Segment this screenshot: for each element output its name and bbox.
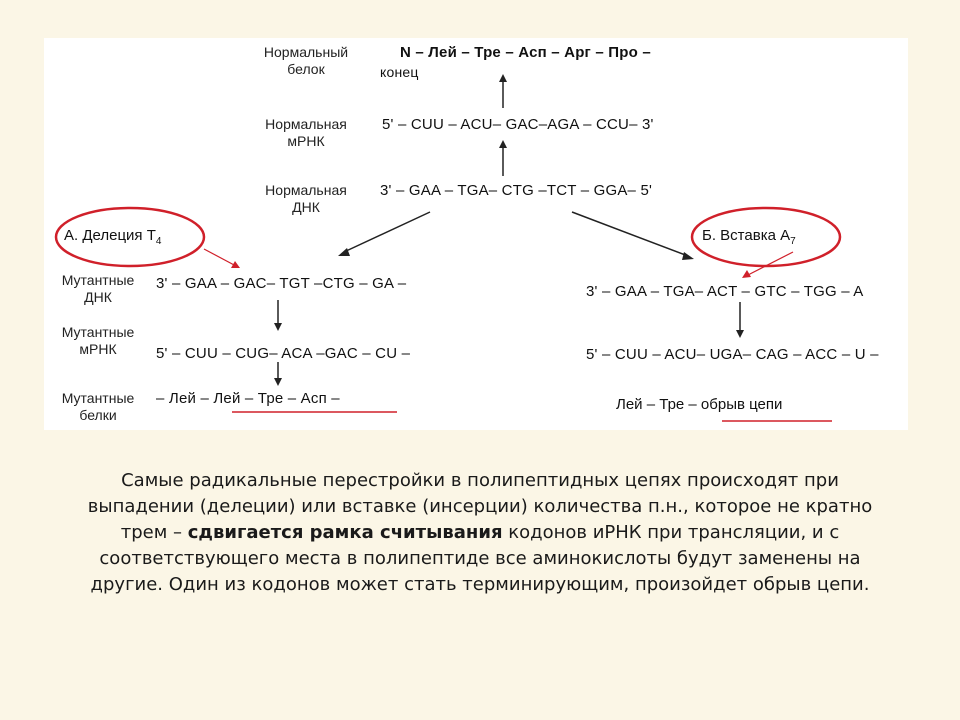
normal-protein-sequence: N – Лей – Тре – Асп – Арг – Про – [400,44,651,61]
caption-line-2: выпадении (делеции) или вставке (инсерции) количества п.н., которое не кратно [87,496,873,517]
label-line: Мутантные [61,324,135,340]
caption-line-3 [80,520,880,546]
deletion-dna-sequence: 3' – GAA – GAC– TGT –CTG – GA – [156,275,407,292]
mutant-mrna-label [46,324,150,358]
deletion-label [64,227,161,247]
arrow-to-deletion [344,212,430,252]
mutant-protein-label [46,390,150,424]
arrow-to-insertion [572,212,688,256]
caption-line-3-end: кодонов иРНК при трансляции, и с [502,522,840,543]
label-line: Мутантные [61,272,135,288]
deletion-mrna-sequence: 5' – CUU – CUG– ACA –GAC – CU – [156,345,411,362]
label-line: белок [287,61,325,77]
label-line: Мутантные [61,390,135,406]
normal-dna-sequence: 3' – GAA – TGA– CTG –TCT – GGA– 5' [380,182,653,199]
label-line: мРНК [287,133,325,149]
insertion-result-text: Лей – Тре – обрыв цепи [616,396,783,413]
normal-mrna-label [246,116,366,150]
deletion-label-text: А. Делеция T [64,227,156,244]
label-line: Нормальная [265,182,347,198]
insertion-mrna-sequence: 5' – CUU – ACU– UGA– CAG – ACC – U – [586,346,879,363]
insertion-label [702,227,796,247]
caption-line-3-start: трем – [120,522,188,543]
n-end-label: конец [380,64,419,80]
insertion-dna-sequence: 3' – GAA – TGA– ACT – GTC – TGG – A [586,283,864,300]
arrowhead [338,248,350,256]
label-line: мРНК [79,341,117,357]
arrowhead [736,330,744,338]
arrowhead [274,378,282,386]
arrowhead [274,323,282,331]
caption-text [80,468,880,598]
insertion-subscript: 7 [790,236,796,247]
label-line: ДНК [292,199,320,215]
normal-protein-label [246,44,366,78]
insertion-label-text: Б. Вставка А [702,227,791,244]
mutant-dna-label [46,272,150,306]
caption-bold-phrase: сдвигается рамка считывания [187,522,503,543]
normal-mrna-sequence: 5' – CUU – ACU– GAC–AGA – CCU– 3' [382,116,654,133]
deletion-protein-sequence: – Лей – Лей – Тре – Асп – [156,390,340,407]
label-line: белки [79,407,117,423]
arrowhead [499,140,507,148]
label-line: Нормальный [263,44,349,60]
deletion-pointer-arrow [204,249,236,266]
label-line: Нормальная [265,116,347,132]
normal-dna-label [246,182,366,216]
deletion-subscript: 4 [155,236,162,247]
label-line: ДНК [84,289,112,305]
caption-line-4: соответствующего места в полипептиде все аминокислоты будут заменены на [99,548,861,569]
arrowhead [499,74,507,82]
caption-line-5: другие. Один из кодонов может стать терминирующим, произойдет обрыв цепи. [90,574,870,595]
caption-line-1: Самые радикальные перестройки в полипептидных цепях происходят при [121,470,839,491]
arrowhead [682,252,694,260]
